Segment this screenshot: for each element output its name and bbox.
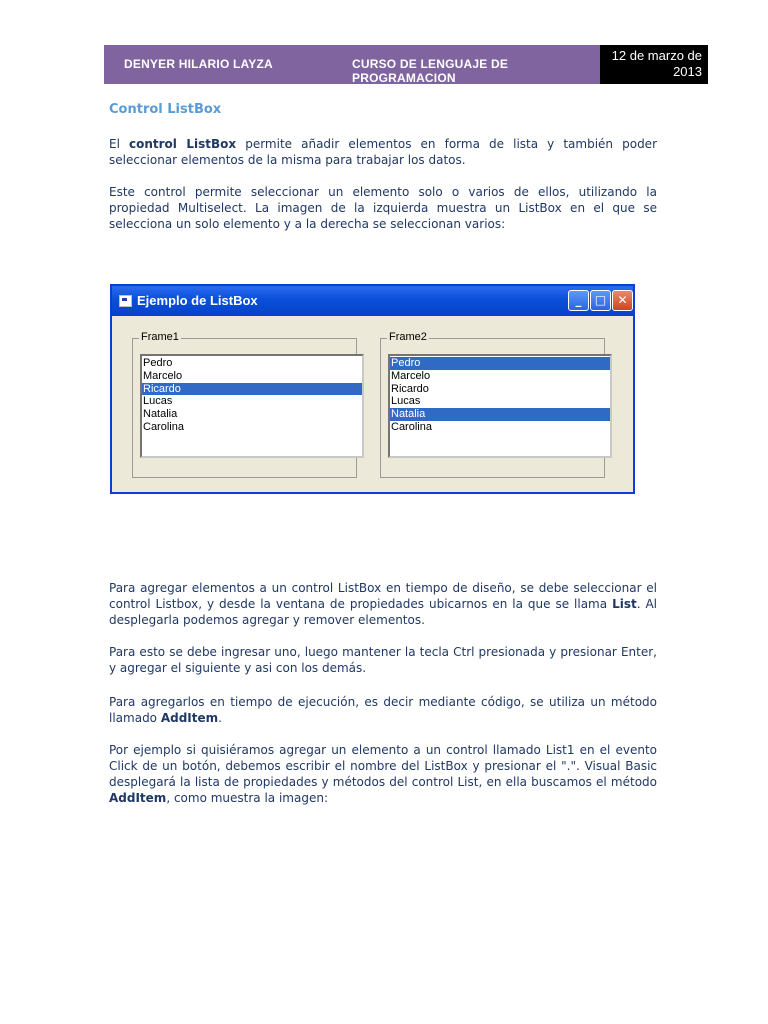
list-item[interactable]: Natalia [143, 408, 178, 421]
frame2 [380, 331, 605, 478]
page-header [104, 45, 704, 84]
text: El [109, 137, 129, 151]
bold-term: List [612, 597, 637, 611]
list-item[interactable]: Natalia [390, 408, 610, 421]
bold-term: AddItem [109, 791, 167, 805]
close-button[interactable]: ✕ [612, 290, 633, 311]
text: Por ejemplo si quisiéramos agregar un elemento a un control llamado List1 en el evento Click de un botón, debemos escribir el nombre del ListBox y presionar el ".". Visual Basic desplegará la lista de propiedades y métodos del control List, en ella buscamos el método [109, 743, 657, 789]
bold-term: AddItem [160, 711, 219, 725]
paragraph-multiselect: Este control permite seleccionar un elemento solo o varios de ellos, utilizando la propiedad Multiselect. La imagen de la izquierda muestra un ListBox en el que se selecciona un solo elemento y a la derecha se seleccionan varios: [109, 185, 657, 231]
header-course: CURSO DE LENGUAJE DE PROGRAMACION [352, 57, 509, 85]
list-item[interactable]: Lucas [391, 395, 421, 408]
paragraph-example [109, 742, 657, 806]
list-item[interactable]: Carolina [143, 420, 184, 433]
header-author: DENYER HILARIO LAYZA [124, 57, 273, 71]
paragraph-intro [109, 136, 657, 168]
section-title: Control ListBox [109, 102, 222, 117]
minimize-button[interactable]: _ [568, 290, 589, 311]
header-band [104, 45, 600, 84]
maximize-button[interactable]: □ [590, 290, 611, 311]
listbox-example-window [110, 284, 635, 494]
text: , como muestra la imagen: [166, 791, 328, 805]
listbox-single-select[interactable] [140, 354, 364, 458]
paragraph-ctrl-enter: Para esto se debe ingresar uno, luego mantener la tecla Ctrl presionada y presionar Enter, y agregar el siguiente y asi con los demás. [109, 645, 657, 675]
list-item[interactable]: Ricardo [142, 383, 362, 396]
text: permite añadir elementos en forma de lista y también poder seleccionar elementos de la misma para trabajar los datos. [109, 137, 658, 167]
listbox-multi-select[interactable] [388, 354, 612, 458]
header-date-line1: 12 de marzo de [611, 48, 702, 63]
frame1-label: Frame1 [141, 331, 179, 343]
text: Para agregarlos en tiempo de ejecución, es decir mediante código, se utiliza un método llamado [109, 695, 657, 725]
header-date-line2: 2013 [673, 64, 702, 79]
frame2-label: Frame2 [389, 331, 427, 343]
window-title: Ejemplo de ListBox [137, 293, 258, 308]
text: . Al desplegarla podemos agregar y remover elementos. [109, 597, 658, 627]
header-date [600, 45, 708, 84]
text: . [218, 711, 222, 725]
paragraph-runtime [109, 694, 657, 726]
text: Para agregar elementos a un control ListBox en tiempo de diseño, se debe seleccionar el control Listbox, y desde la ventana de propiedades ubicarnos en la que se llama [109, 581, 657, 611]
list-item[interactable]: Ricardo [391, 382, 429, 395]
paragraph-design-time [109, 580, 657, 628]
bold-term: control ListBox [129, 137, 237, 151]
list-item[interactable]: Lucas [143, 395, 173, 408]
list-item[interactable]: Pedro [143, 357, 173, 369]
list-item[interactable]: Pedro [390, 357, 610, 370]
window-titlebar[interactable] [112, 286, 633, 316]
window-app-icon [119, 295, 132, 307]
frame1 [132, 331, 357, 478]
list-item[interactable]: Marcelo [143, 369, 183, 382]
list-item[interactable]: Marcelo [391, 369, 431, 382]
list-item[interactable]: Carolina [391, 420, 432, 433]
